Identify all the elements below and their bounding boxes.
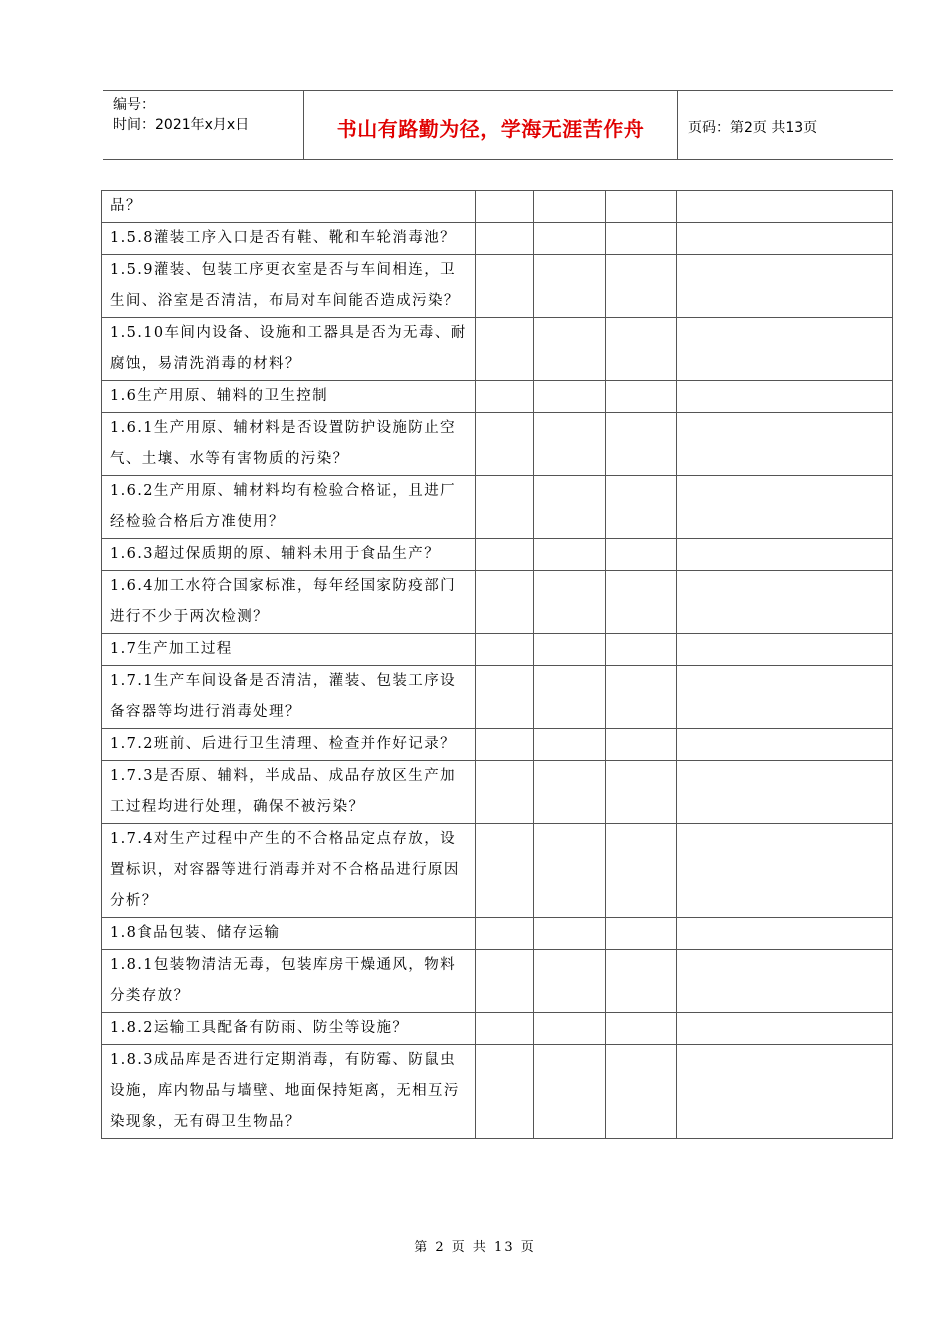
blank-cell[interactable] (677, 761, 893, 824)
blank-cell[interactable] (476, 191, 534, 223)
checklist-table (101, 190, 893, 1139)
blank-cell[interactable] (677, 918, 893, 950)
blank-cell[interactable] (606, 950, 677, 1013)
check-item-text: 1.6.1生产用原、辅材料是否设置防护设施防止空气、土壤、水等有害物质的污染？ (102, 413, 476, 476)
table-row (102, 539, 893, 571)
blank-cell[interactable] (534, 1013, 606, 1045)
blank-cell[interactable] (677, 571, 893, 634)
blank-cell[interactable] (476, 729, 534, 761)
blank-cell[interactable] (534, 539, 606, 571)
blank-cell[interactable] (534, 191, 606, 223)
blank-cell[interactable] (534, 666, 606, 729)
blank-cell[interactable] (534, 476, 606, 539)
blank-cell[interactable] (606, 634, 677, 666)
blank-cell[interactable] (476, 539, 534, 571)
blank-cell[interactable] (534, 381, 606, 413)
blank-cell[interactable] (476, 761, 534, 824)
blank-cell[interactable] (677, 824, 893, 918)
check-item-text: 1.8.2运输工具配备有防雨、防尘等设施？ (102, 1013, 476, 1045)
blank-cell[interactable] (534, 255, 606, 318)
header-meta-cell (103, 91, 304, 159)
blank-cell[interactable] (606, 381, 677, 413)
blank-cell[interactable] (677, 223, 893, 255)
blank-cell[interactable] (476, 571, 534, 634)
blank-cell[interactable] (677, 476, 893, 539)
table-row (102, 1013, 893, 1045)
table-row (102, 476, 893, 539)
blank-cell[interactable] (606, 413, 677, 476)
check-item-text: 1.6.4加工水符合国家标准，每年经国家防疫部门进行不少于两次检测？ (102, 571, 476, 634)
check-item-text: 1.7.4对生产过程中产生的不合格品定点存放，设置标识，对容器等进行消毒并对不合格品进行原因分析？ (102, 824, 476, 918)
check-item-text: 1.7.1生产车间设备是否清洁，灌装、包装工序设备容器等均进行消毒处理？ (102, 666, 476, 729)
time-label: 时间：2021年x月x日 (113, 117, 250, 133)
blank-cell[interactable] (476, 381, 534, 413)
blank-cell[interactable] (606, 223, 677, 255)
blank-cell[interactable] (476, 634, 534, 666)
blank-cell[interactable] (606, 824, 677, 918)
check-item-text: 1.6.3超过保质期的原、辅料未用于食品生产？ (102, 539, 476, 571)
table-row (102, 223, 893, 255)
blank-cell[interactable] (476, 413, 534, 476)
blank-cell[interactable] (476, 666, 534, 729)
blank-cell[interactable] (606, 761, 677, 824)
table-row (102, 191, 893, 223)
blank-cell[interactable] (476, 824, 534, 918)
blank-cell[interactable] (606, 666, 677, 729)
blank-cell[interactable] (476, 476, 534, 539)
blank-cell[interactable] (677, 318, 893, 381)
blank-cell[interactable] (677, 381, 893, 413)
blank-cell[interactable] (606, 1013, 677, 1045)
table-row (102, 918, 893, 950)
blank-cell[interactable] (677, 413, 893, 476)
blank-cell[interactable] (606, 476, 677, 539)
check-item-text: 1.6生产用原、辅料的卫生控制 (102, 381, 476, 413)
table-row (102, 729, 893, 761)
table-row (102, 666, 893, 729)
table-row (102, 318, 893, 381)
check-item-text: 1.7.2班前、后进行卫生清理、检查并作好记录？ (102, 729, 476, 761)
table-row (102, 950, 893, 1013)
blank-cell[interactable] (677, 255, 893, 318)
blank-cell[interactable] (476, 255, 534, 318)
check-item-text: 1.5.8灌装工序入口是否有鞋、靴和车轮消毒池？ (102, 223, 476, 255)
header-page-cell (678, 91, 893, 159)
blank-cell[interactable] (476, 318, 534, 381)
blank-cell[interactable] (534, 571, 606, 634)
blank-cell[interactable] (677, 950, 893, 1013)
check-item-text: 1.8.3成品库是否进行定期消毒，有防霉、防鼠虫设施，库内物品与墙壁、地面保持矩离，无相互污染现象，无有碍卫生物品？ (102, 1045, 476, 1139)
blank-cell[interactable] (534, 918, 606, 950)
table-row (102, 824, 893, 918)
table-row (102, 255, 893, 318)
blank-cell[interactable] (606, 729, 677, 761)
blank-cell[interactable] (534, 223, 606, 255)
check-item-text: 1.5.10车间内设备、设施和工器具是否为无毒、耐腐蚀，易清洗消毒的材料？ (102, 318, 476, 381)
blank-cell[interactable] (534, 729, 606, 761)
check-item-text: 1.8.1包装物清洁无毒，包装库房干燥通风，物料分类存放？ (102, 950, 476, 1013)
blank-cell[interactable] (606, 539, 677, 571)
check-item-text: 1.7生产加工过程 (102, 634, 476, 666)
blank-cell[interactable] (606, 191, 677, 223)
blank-cell[interactable] (606, 918, 677, 950)
blank-cell[interactable] (677, 1045, 893, 1139)
blank-cell[interactable] (606, 1045, 677, 1139)
serial-label: 编号： (113, 97, 155, 113)
table-row (102, 413, 893, 476)
blank-cell[interactable] (677, 539, 893, 571)
motto-text: 书山有路勤为径，学海无涯苦作舟 (336, 117, 645, 141)
check-item-text: 1.7.3是否原、辅料，半成品、成品存放区生产加工过程均进行处理，确保不被污染？ (102, 761, 476, 824)
blank-cell[interactable] (677, 729, 893, 761)
blank-cell[interactable] (534, 413, 606, 476)
check-item-text: 品？ (102, 191, 476, 223)
table-row (102, 634, 893, 666)
checklist-body (102, 191, 893, 1139)
document-header (103, 90, 893, 160)
blank-cell[interactable] (677, 191, 893, 223)
table-row (102, 381, 893, 413)
check-item-text: 1.8食品包装、储存运输 (102, 918, 476, 950)
blank-cell[interactable] (606, 255, 677, 318)
blank-cell[interactable] (534, 824, 606, 918)
blank-cell[interactable] (606, 571, 677, 634)
page-footer: 第 2 页 共 13 页 (414, 1240, 536, 1255)
blank-cell[interactable] (534, 761, 606, 824)
check-item-text: 1.6.2生产用原、辅材料均有检验合格证，且进厂经检验合格后方准使用？ (102, 476, 476, 539)
blank-cell[interactable] (534, 634, 606, 666)
blank-cell[interactable] (677, 666, 893, 729)
blank-cell[interactable] (476, 1013, 534, 1045)
blank-cell[interactable] (476, 950, 534, 1013)
table-row (102, 761, 893, 824)
blank-cell[interactable] (476, 223, 534, 255)
blank-cell[interactable] (677, 1013, 893, 1045)
header-motto-cell (304, 91, 678, 159)
table-row (102, 1045, 893, 1139)
blank-cell[interactable] (534, 950, 606, 1013)
page-label: 页码：第2页 共13页 (688, 120, 818, 136)
blank-cell[interactable] (606, 318, 677, 381)
check-item-text: 1.5.9灌装、包装工序更衣室是否与车间相连，卫生间、浴室是否清洁，布局对车间能否造成污染？ (102, 255, 476, 318)
blank-cell[interactable] (534, 318, 606, 381)
blank-cell[interactable] (476, 918, 534, 950)
blank-cell[interactable] (534, 1045, 606, 1139)
blank-cell[interactable] (476, 1045, 534, 1139)
table-row (102, 571, 893, 634)
blank-cell[interactable] (677, 634, 893, 666)
